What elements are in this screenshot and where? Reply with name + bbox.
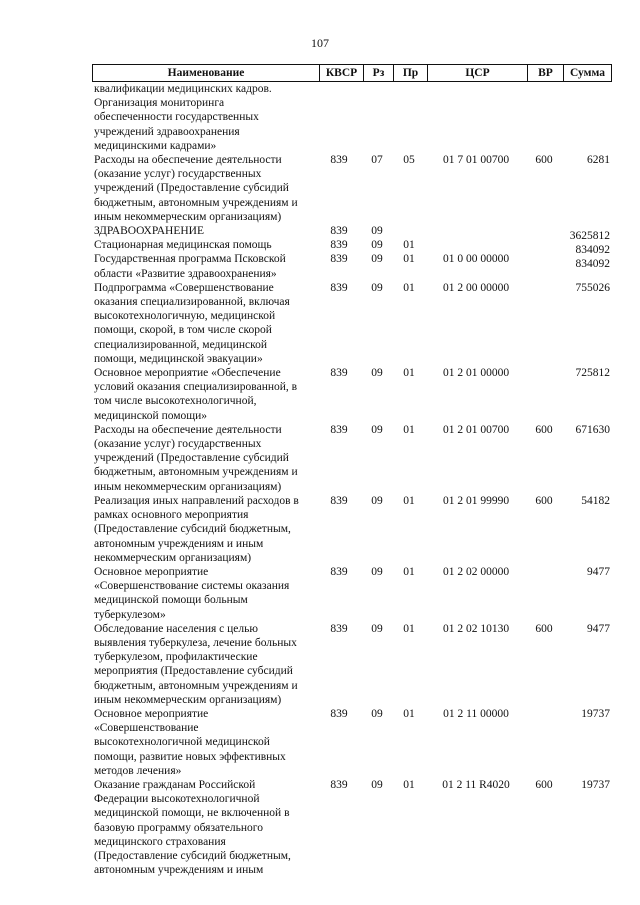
table-row	[92, 281, 612, 366]
row-pr: 01	[403, 281, 415, 294]
row-vr: 600	[535, 622, 553, 635]
row-pr: 01	[403, 778, 415, 791]
row-rz: 09	[371, 225, 383, 238]
row-csr: 01 2 00 00000	[442, 281, 510, 294]
row-vr: 600	[535, 154, 553, 167]
row-rz: 09	[371, 367, 383, 380]
row-kvsr: 839	[330, 494, 348, 507]
table-row	[92, 82, 612, 153]
row-pr: 01	[403, 367, 415, 380]
row-name-line: мероприятия (Предоставление субсидий	[94, 665, 293, 678]
row-rz: 09	[371, 707, 383, 720]
row-name	[92, 494, 316, 565]
row-kvsr: 839	[330, 154, 348, 167]
row-csr: 01 2 11 R4020	[442, 778, 510, 791]
header-rz: Рз	[363, 65, 393, 81]
row-name-line: обеспеченности государственных	[94, 111, 259, 124]
row-name-line: «Совершенствование системы оказания	[94, 580, 290, 593]
row-name-line: иным некоммерческим организациям)	[94, 693, 282, 706]
page-number: 107	[311, 36, 329, 50]
row-name-line: ЗДРАВООХРАНЕНИЕ	[94, 225, 205, 238]
row-pr: 01	[403, 707, 415, 720]
table-row	[92, 565, 612, 622]
row-name-line: (оказание услуг) государственных	[94, 168, 262, 181]
row-name-line: помощи, развитие новых эффективных	[94, 750, 286, 763]
row-name-line: Основное мероприятие	[94, 565, 209, 578]
row-name-line: том числе высокотехнологичной,	[94, 395, 257, 408]
row-name-line: Стационарная медицинская помощь	[94, 239, 272, 252]
row-kvsr: 839	[330, 707, 348, 720]
row-kvsr: 839	[330, 565, 348, 578]
row-name-line: Организация мониторинга	[94, 97, 225, 110]
table-row	[92, 252, 612, 280]
row-name-line: туберкулезом, профилактические	[94, 651, 258, 664]
row-sum: 6281	[587, 154, 610, 167]
row-name-line: учреждений здравоохранения	[94, 125, 240, 138]
row-csr: 01 0 00 00000	[442, 253, 510, 266]
row-name-line: базовую программу обязательного	[94, 821, 263, 834]
row-rz: 09	[371, 622, 383, 635]
row-name-line: Реализация иных направлений расходов в	[94, 494, 299, 507]
row-vr: 600	[535, 494, 553, 507]
row-csr: 01 2 02 10130	[442, 622, 510, 635]
row-name-line: иным некоммерческим организациям)	[94, 210, 282, 223]
row-vr: 600	[535, 778, 553, 791]
table-row	[92, 423, 612, 494]
row-name-line: (оказание услуг) государственных	[94, 438, 262, 451]
row-name-line: Основное мероприятие	[94, 707, 209, 720]
row-csr: 01 2 11 00000	[443, 707, 509, 720]
header-vr: ВР	[527, 65, 563, 81]
row-sum: 19737	[581, 707, 610, 720]
row-kvsr: 839	[330, 281, 348, 294]
row-kvsr: 839	[330, 253, 348, 266]
header-csr: ЦСР	[427, 65, 527, 81]
row-name-line: бюджетным, автономным учреждениям и	[94, 196, 298, 209]
row-name-line: медицинской помощи»	[94, 409, 208, 422]
row-sum: 725812	[575, 367, 610, 380]
table-row	[92, 238, 612, 257]
row-name-line: медицинской помощи больным	[94, 594, 248, 607]
row-name-line: Федерации высокотехнологичной	[94, 793, 260, 806]
row-name-line: помощи, медицинской эвакуации»	[94, 352, 263, 365]
row-sum: 9477	[587, 565, 610, 578]
row-kvsr: 839	[330, 778, 348, 791]
row-sum: 834092	[575, 258, 610, 271]
table-row	[92, 366, 612, 423]
row-name-line: выявления туберкулеза, лечение больных	[94, 636, 297, 649]
row-name-line: (Предоставление субсидий бюджетным,	[94, 849, 291, 862]
row-rz: 09	[371, 494, 383, 507]
row-name	[92, 423, 316, 494]
row-name-line: иным некоммерческим организациям)	[94, 480, 282, 493]
row-name	[92, 224, 316, 238]
row-name-line: (Предоставление субсидий бюджетным,	[94, 523, 291, 536]
row-name-line: высокотехнологичную, медицинской	[94, 310, 276, 323]
table-row	[92, 494, 612, 565]
row-name-line: медицинской помощи, не включенной в	[94, 807, 290, 820]
row-name-line: автономным учреждениям и иным	[94, 864, 264, 877]
row-name-line: рамках основного мероприятия	[94, 509, 249, 522]
row-name-line: бюджетным, автономным учреждениям и	[94, 466, 298, 479]
row-vr: 600	[535, 423, 553, 436]
row-pr: 05	[403, 154, 415, 167]
row-name-line: некоммерческим организациям)	[94, 551, 252, 564]
table-row	[92, 224, 612, 243]
row-sum: 755026	[575, 281, 610, 294]
row-name-line: медицинскими кадрами»	[94, 139, 217, 152]
row-name-line: оказания специализированной, включая	[94, 296, 290, 309]
header-name: Наименование	[167, 67, 245, 79]
row-name-line: области «Развитие здравоохранения»	[94, 267, 277, 280]
row-name-line: автономным учреждениям и иным	[94, 537, 264, 550]
row-csr: 01 2 02 00000	[442, 565, 510, 578]
row-name	[92, 82, 316, 153]
row-name-line: Оказание гражданам Российской	[94, 778, 256, 791]
row-name-line: «Совершенствование	[94, 722, 199, 735]
header-pr: Пр	[393, 65, 427, 81]
row-name-line: Расходы на обеспечение деятельности	[94, 154, 282, 167]
row-name-line: Подпрограмма «Совершенствование	[94, 281, 274, 294]
row-name-line: условий оказания специализированной, в	[94, 381, 298, 394]
row-csr: 01 7 01 00700	[442, 154, 510, 167]
row-kvsr: 839	[330, 367, 348, 380]
table-row	[92, 153, 612, 224]
row-name-line: медицинского страхования	[94, 835, 226, 848]
row-name	[92, 778, 316, 877]
row-rz: 09	[371, 281, 383, 294]
row-pr: 01	[403, 622, 415, 635]
table-row	[92, 778, 612, 877]
header-sum: Сумма	[563, 65, 611, 81]
row-name-line: высокотехнологичной медицинской	[94, 736, 270, 749]
row-kvsr: 839	[330, 622, 348, 635]
row-rz: 07	[371, 154, 383, 167]
row-name-line: методов лечения»	[94, 764, 182, 777]
row-name	[92, 622, 316, 707]
row-name	[92, 366, 316, 423]
row-rz: 09	[371, 239, 383, 252]
row-name-line: помощи, скорой, в том числе скорой	[94, 324, 272, 337]
row-sum: 671630	[575, 423, 610, 436]
row-sum: 19737	[581, 778, 610, 791]
row-rz: 09	[371, 253, 383, 266]
row-pr: 01	[403, 494, 415, 507]
table-body	[92, 82, 612, 877]
row-kvsr: 839	[330, 225, 348, 238]
row-name	[92, 252, 316, 280]
row-name	[92, 238, 316, 252]
row-name-line: специализированной, медицинской	[94, 338, 268, 351]
row-name-line: учреждений (Предоставление субсидий	[94, 452, 289, 465]
row-csr: 01 2 01 00700	[442, 423, 510, 436]
row-pr: 01	[403, 565, 415, 578]
row-sum: 3625812	[569, 230, 610, 243]
table-row	[92, 707, 612, 778]
row-pr: 01	[403, 423, 415, 436]
row-sum: 9477	[587, 622, 610, 635]
row-kvsr: 839	[330, 423, 348, 436]
row-name-line: Основное мероприятие «Обеспечение	[94, 367, 281, 380]
row-rz: 09	[371, 423, 383, 436]
row-name	[92, 281, 316, 366]
row-pr: 01	[403, 253, 415, 266]
table-header	[92, 64, 612, 82]
row-kvsr: 839	[330, 239, 348, 252]
row-name	[92, 707, 316, 778]
row-name	[92, 565, 316, 622]
row-sum: 54182	[581, 494, 610, 507]
row-name-line: Расходы на обеспечение деятельности	[94, 423, 282, 436]
row-rz: 09	[371, 778, 383, 791]
row-name-line: бюджетным, автономным учреждениям и	[94, 679, 298, 692]
row-name-line: Государственная программа Псковской	[94, 253, 286, 266]
row-name	[92, 153, 316, 224]
row-csr: 01 2 01 99990	[442, 494, 510, 507]
row-name-line: туберкулезом»	[94, 608, 166, 621]
table-row	[92, 622, 612, 707]
row-name-line: учреждений (Предоставление субсидий	[94, 182, 289, 195]
row-sum: 834092	[575, 244, 610, 257]
row-csr: 01 2 01 00000	[442, 367, 510, 380]
row-pr: 01	[403, 239, 415, 252]
header-kvsr: КВСР	[319, 65, 363, 81]
row-name-line: Обследование населения с целью	[94, 622, 258, 635]
row-rz: 09	[371, 565, 383, 578]
row-name-line: квалификации медицинских кадров.	[94, 83, 272, 95]
